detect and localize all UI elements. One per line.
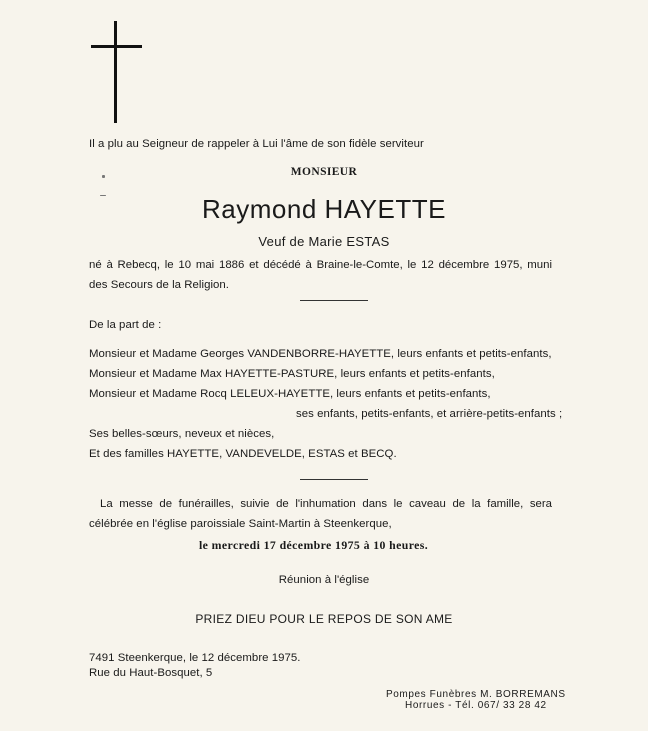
birth-line-1: né à Rebecq, le 10 mai 1886 et décédé à Braine-le-Comte, le 12 décembre 1975, muni xyxy=(89,259,552,271)
family-line: Monsieur et Madame Georges VANDENBORRE-HAYETTE, leurs enfants et petits-enfants, xyxy=(89,348,552,360)
title-text: MONSIEUR xyxy=(290,166,358,178)
deceased-name: Raymond HAYETTE xyxy=(202,194,446,224)
prayer-text: PRIEZ DIEU POUR LE REPOS DE SON AME xyxy=(195,612,453,626)
mass-line-1: La messe de funérailles, suivie de l'inhumation dans le caveau de la famille, sera xyxy=(100,498,552,510)
divider xyxy=(300,479,368,480)
divider xyxy=(300,300,368,301)
intro-text: Il a plu au Seigneur de rappeler à Lui l'âme de son fidèle serviteur xyxy=(89,138,424,150)
birth-line-2: des Secours de la Religion. xyxy=(89,279,230,291)
widower-text: Veuf de Marie ESTAS xyxy=(258,234,390,249)
footer-line-1: Pompes Funèbres M. BORREMANS xyxy=(386,689,566,700)
meeting-text: Réunion à l'église xyxy=(278,574,370,586)
family-line: Ses belles-sœurs, neveux et nièces, xyxy=(89,428,275,440)
family-line: ses enfants, petits-enfants, et arrière-petits-enfants ; xyxy=(296,408,563,420)
address-line-2: Rue du Haut-Bosquet, 5 xyxy=(89,667,213,679)
mass-line-2: célébrée en l'église paroissiale Saint-Martin à Steenkerque, xyxy=(89,518,392,530)
family-line: Monsieur et Madame Rocq LELEUX-HAYETTE, leurs enfants et petits-enfants, xyxy=(89,388,491,400)
address-line-1: 7491 Steenkerque, le 12 décembre 1975. xyxy=(89,652,301,664)
family-line: Monsieur et Madame Max HAYETTE-PASTURE, leurs enfants et petits-enfants, xyxy=(89,368,495,380)
family-line: Et des familles HAYETTE, VANDEVELDE, ESTAS et BECQ. xyxy=(89,448,397,460)
footer-line-2: Horrues - Tél. 067/ 33 28 42 xyxy=(405,700,547,711)
mass-date: le mercredi 17 décembre 1975 à 10 heures. xyxy=(199,538,429,552)
from-text: De la part de : xyxy=(89,319,162,331)
